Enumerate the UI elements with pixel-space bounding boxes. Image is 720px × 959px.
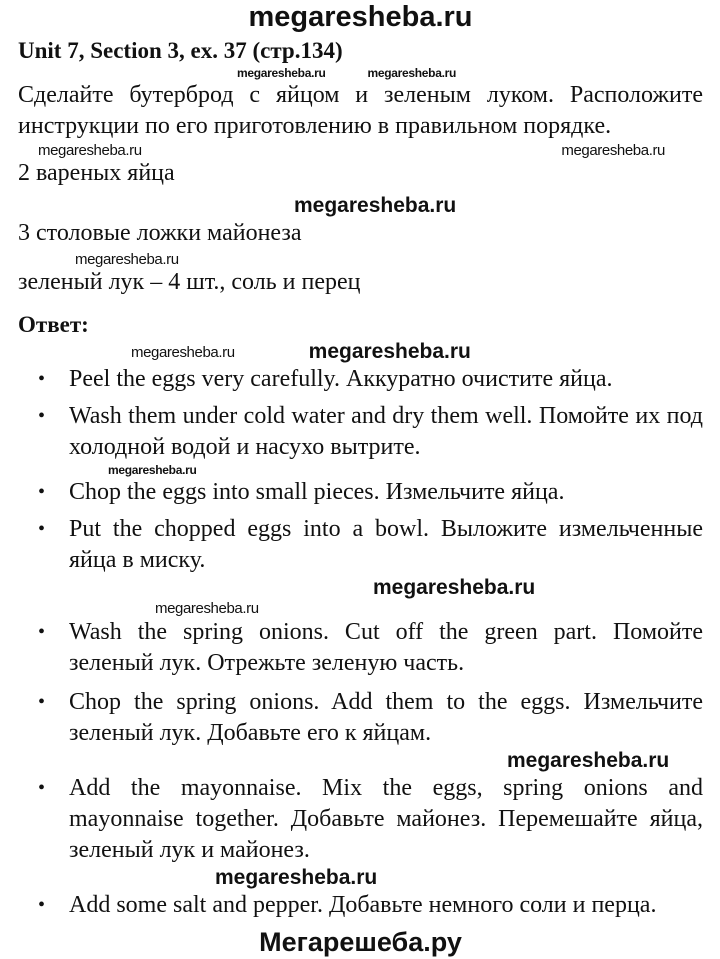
watermark: megaresheba.ru — [215, 866, 378, 889]
watermark: megaresheba.ru — [38, 142, 142, 159]
watermark-row — [18, 142, 703, 159]
answer-text: Wash them under cold water and dry them well. Помойте их под холодной водой и насухо вытрите. — [69, 403, 703, 460]
answer-text: Add the mayonnaise. Mix the eggs, spring onions and mayonnaise together. Добавьте майонез. Перемешайте яйца, зеленый лук и майонез. — [69, 775, 703, 863]
bullet-icon: • — [38, 691, 46, 713]
answer-text: Peel the eggs very carefully. Аккуратно очистите яйца. — [69, 366, 613, 392]
answer-list — [18, 364, 703, 463]
watermark-row — [18, 600, 703, 617]
watermark: megaresheba.ru — [294, 194, 457, 217]
watermark: megaresheba.ru — [237, 66, 326, 80]
answer-item — [38, 514, 703, 576]
watermark-row — [18, 576, 703, 600]
watermark: megaresheba.ru — [75, 251, 179, 268]
ingredient-item: 2 вареных яйца — [18, 160, 175, 186]
watermark: megaresheba.ru — [373, 576, 536, 599]
ingredient-item: зеленый лук – 4 шт., соль и перец — [18, 269, 361, 295]
task-text: Сделайте бутерброд с яйцом и зеленым луком. Расположите инструкции по его приготовлению в правильном порядке. — [18, 82, 703, 139]
answer-text: Wash the spring onions. Cut off the green part. Помойте зеленый лук. Отрежьте зеленую часть. — [69, 619, 703, 676]
answer-text: Add some salt and pepper. Добавьте немного соли и перца. — [69, 892, 657, 918]
watermark: megaresheba.ru — [131, 343, 235, 361]
watermark-row — [18, 66, 703, 80]
watermark: megaresheba.ru — [561, 142, 665, 159]
answer-item — [38, 477, 703, 508]
watermark: megaresheba.ru — [308, 340, 471, 363]
watermark: megaresheba.ru — [108, 463, 197, 477]
answer-item — [38, 890, 703, 921]
exercise-title: Unit 7, Section 3, ex. 37 (стр.134) — [18, 38, 343, 63]
bullet-icon: • — [38, 777, 46, 799]
footer-watermark: Мегарешеба.ру — [259, 927, 462, 957]
bullet-icon: • — [38, 405, 46, 427]
answer-item — [38, 617, 703, 679]
answer-item — [38, 773, 703, 866]
watermark-row — [18, 251, 703, 268]
site-header-watermark: megaresheba.ru — [248, 1, 473, 33]
answer-item — [38, 364, 703, 395]
ingredient-item: 3 столовые ложки майонеза — [18, 220, 302, 246]
bullet-icon: • — [38, 368, 46, 390]
watermark-row — [18, 340, 703, 364]
watermark-row — [18, 463, 703, 477]
bullet-icon: • — [38, 481, 46, 503]
answer-item — [38, 401, 703, 463]
answer-label: Ответ: — [18, 312, 89, 337]
watermark: megaresheba.ru — [507, 749, 670, 772]
answer-list — [18, 890, 703, 921]
bullet-icon: • — [38, 621, 46, 643]
watermark-row — [18, 866, 703, 890]
watermark: megaresheba.ru — [367, 66, 457, 80]
watermark-row — [18, 193, 703, 219]
watermark: megaresheba.ru — [155, 600, 259, 617]
answer-list — [18, 617, 703, 749]
answer-text: Put the chopped eggs into a bowl. Выложите измельченные яйца в миску. — [69, 516, 703, 573]
answer-item — [38, 687, 703, 749]
answer-list — [18, 477, 703, 576]
answer-text: Chop the spring onions. Add them to the eggs. Измельчите зеленый лук. Добавьте его к яйцам. — [69, 689, 703, 746]
bullet-icon: • — [38, 894, 46, 916]
answer-list — [18, 773, 703, 866]
watermark-row — [18, 749, 703, 773]
answer-text: Chop the eggs into small pieces. Измельчите яйца. — [69, 479, 565, 505]
bullet-icon: • — [38, 518, 46, 540]
